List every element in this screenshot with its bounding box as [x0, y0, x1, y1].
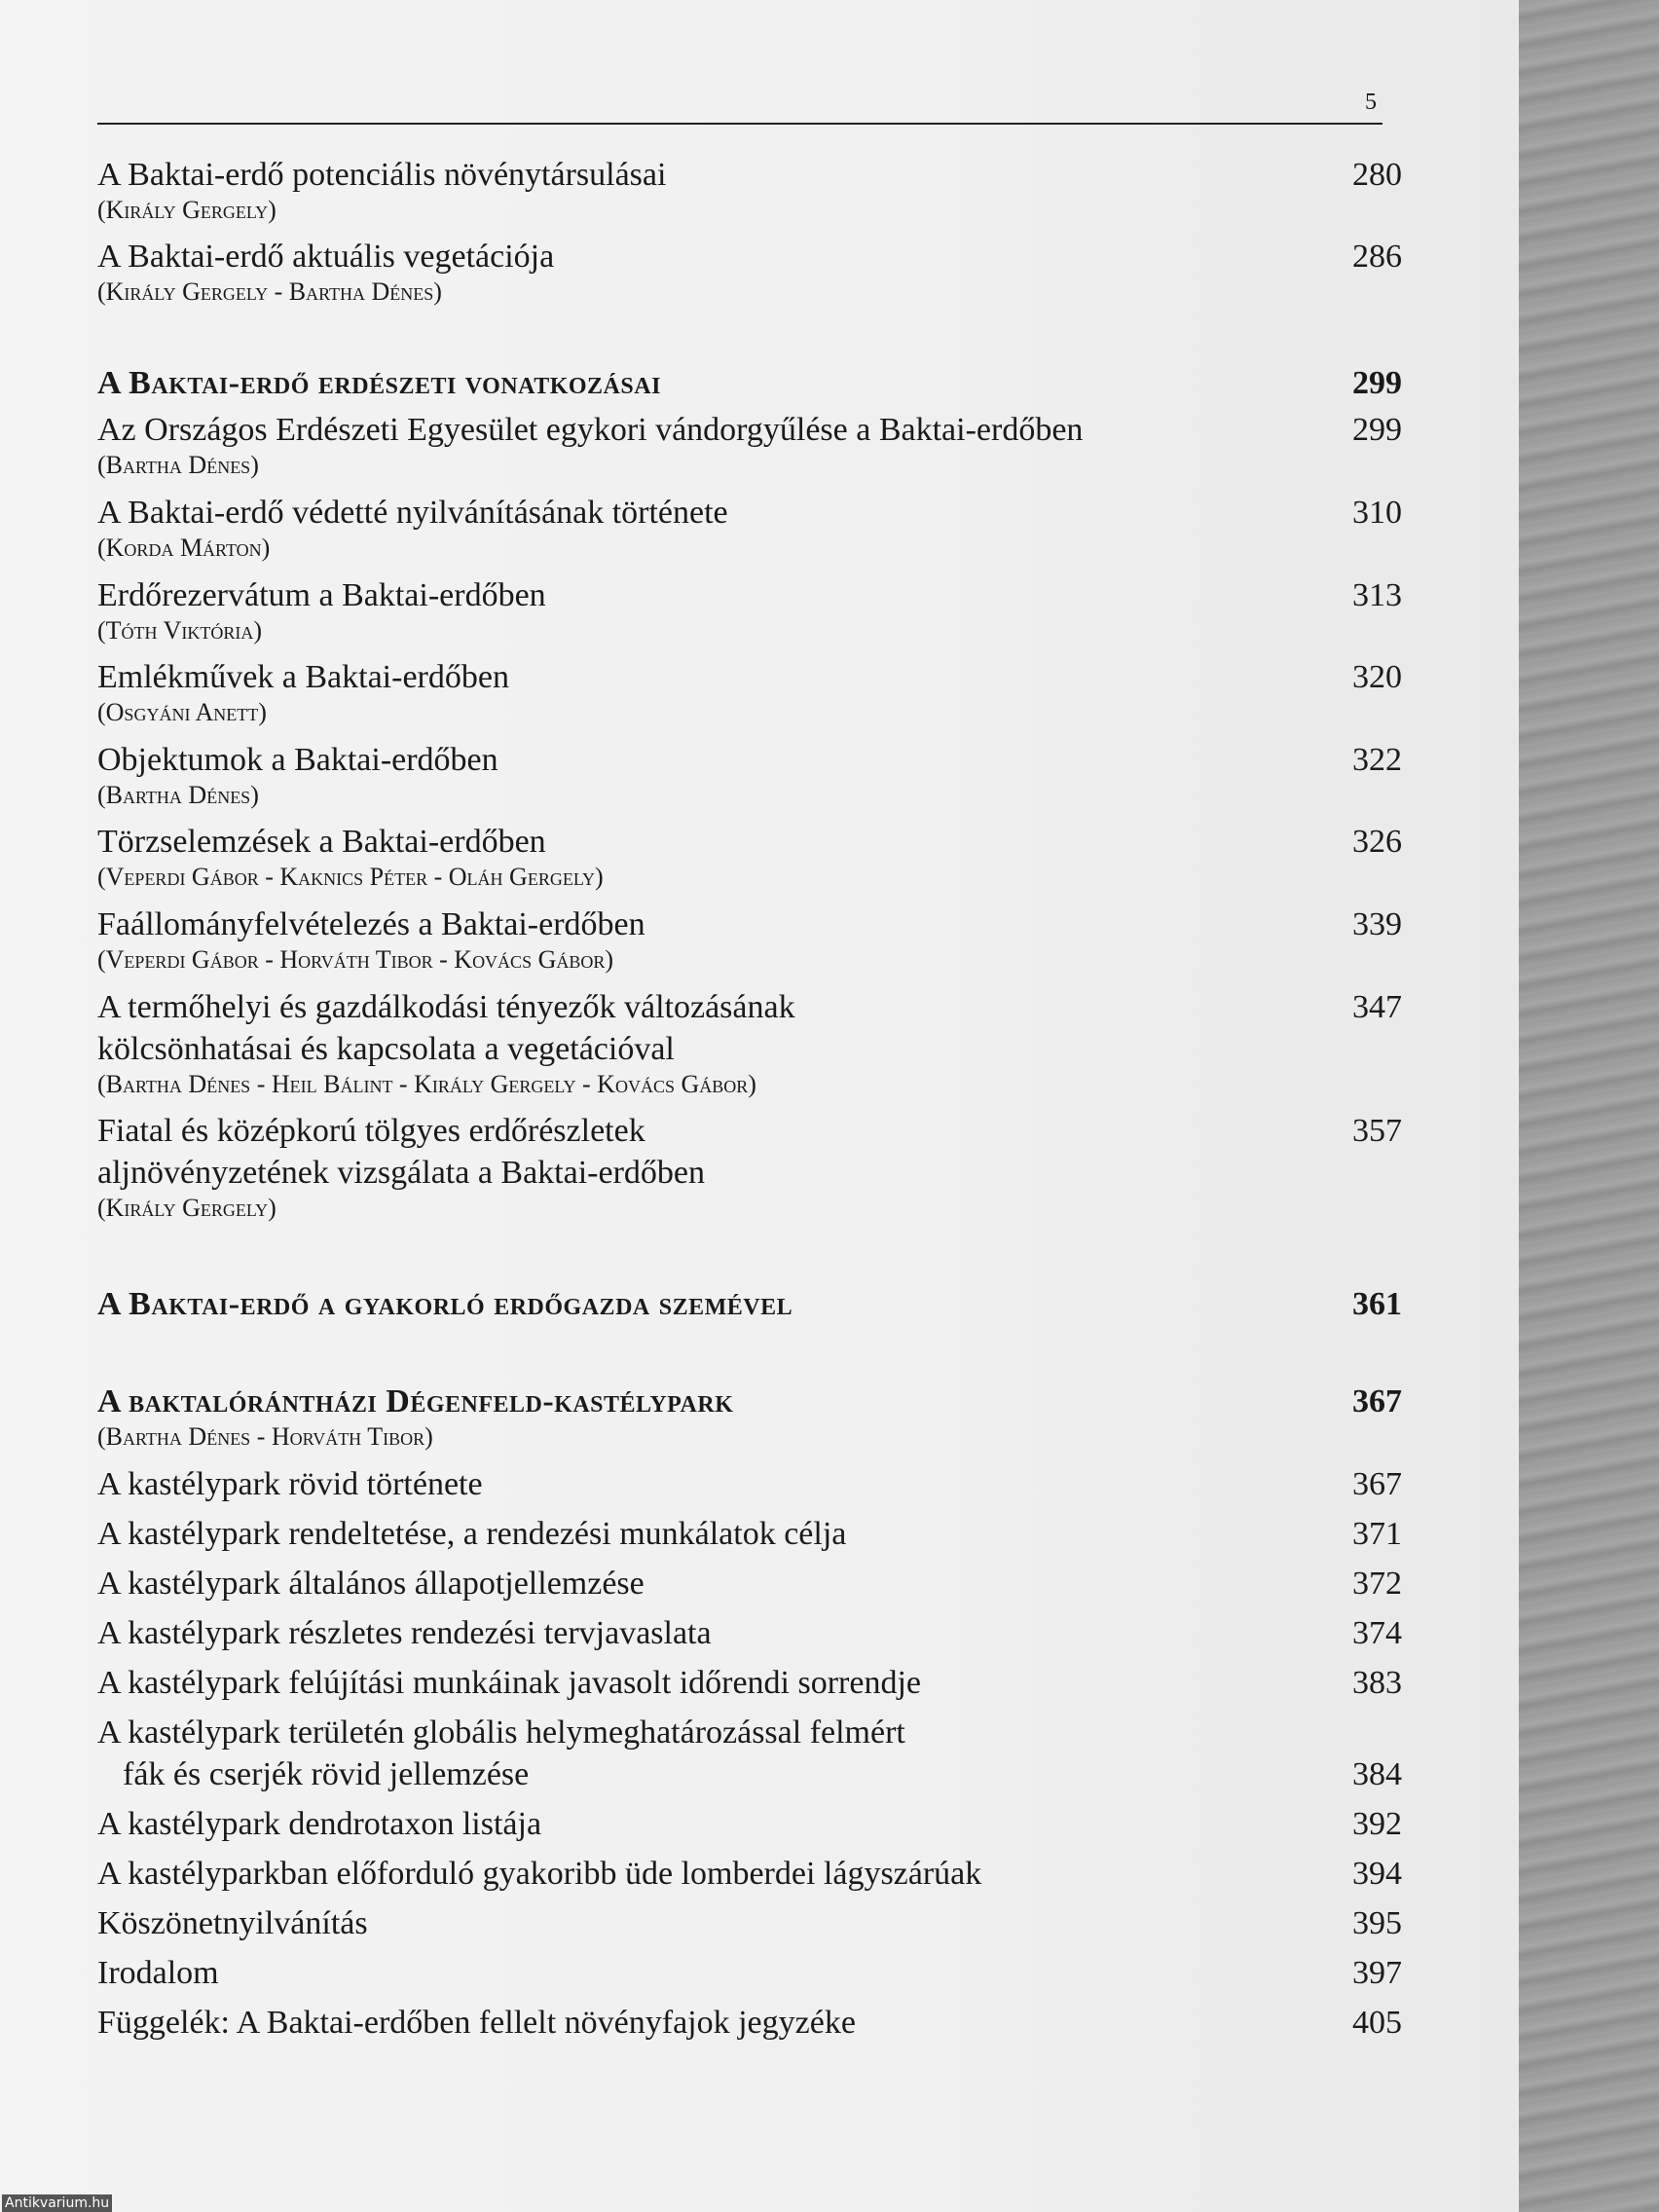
toc-entry-title: A kastélypark részletes rendezési tervjavaslata: [97, 1615, 712, 1651]
toc-entry-title: Emlékművek a Baktai-erdőben: [97, 659, 509, 695]
toc-entry: [97, 739, 1402, 810]
toc-entry: [97, 409, 1402, 480]
toc-entry-author: (Tóth Viktória): [97, 616, 262, 645]
toc-entry-title-line: Fiatal és középkorú tölgyes erdőrészletek: [97, 1113, 645, 1149]
toc-section-heading: [97, 1381, 1402, 1452]
toc-entry-page: 320: [1352, 659, 1402, 695]
toc-entry-page: 392: [1352, 1806, 1402, 1842]
toc-entry-title: Az Országos Erdészeti Egyesület egykori vándorgyűlése a Baktai-erdőben: [97, 412, 1084, 448]
toc-entry-page: 357: [1352, 1113, 1402, 1149]
toc-section-page: 367: [1352, 1383, 1402, 1419]
toc-entry-title: Köszönetnyilvánítás: [97, 1905, 368, 1941]
toc-entry-title: A kastélypark rövid története: [97, 1466, 483, 1502]
toc-entry-author: (Veperdi Gábor - Kaknics Péter - Oláh Gergely): [97, 863, 604, 891]
toc-section-title: A Baktai-erdő erdészeti vonatkozásai: [97, 365, 661, 401]
toc-entry-title: [97, 1712, 1246, 1795]
toc-entry: [97, 1803, 1402, 1845]
toc-entry-page: 371: [1352, 1516, 1402, 1552]
toc-entry-title: Irodalom: [97, 1955, 219, 1991]
toc-entry-title-line: A termőhelyi és gazdálkodási tényezők változásának: [97, 989, 795, 1025]
toc-entry: [97, 574, 1402, 645]
toc-entry-page: 299: [1352, 412, 1402, 448]
toc-entry-page: 384: [1352, 1756, 1402, 1792]
toc-entry-page: 367: [1352, 1466, 1402, 1502]
toc-section-author: (Bartha Dénes - Horváth Tibor): [97, 1422, 433, 1451]
toc-entry: [97, 1952, 1402, 1994]
toc-entry-author: (Király Gergely - Bartha Dénes): [97, 277, 442, 306]
toc-entry-author: (Osgyáni Anett): [97, 698, 267, 726]
toc-entry-title: Erdőrezervátum a Baktai-erdőben: [97, 577, 546, 613]
toc-section-title: A Baktai-erdő a gyakorló erdőgazda szemével: [97, 1286, 793, 1322]
toc-entry: [97, 1902, 1402, 1944]
toc-entry-title: A Baktai-erdő védetté nyilvánításának története: [97, 495, 728, 531]
toc-entry: [97, 1563, 1402, 1604]
toc-entry: [97, 1662, 1402, 1704]
toc-entry-title: A kastélypark dendrotaxon listája: [97, 1806, 542, 1842]
toc-entry: [97, 492, 1402, 563]
toc-entry-author: (Király Gergely): [97, 1194, 276, 1222]
toc-entry-title: Faállományfelvételezés a Baktai-erdőben: [97, 906, 645, 942]
toc-entry-title: A Baktai-erdő potenciális növénytársulásai: [97, 157, 667, 193]
toc-entry-title: A kastélypark rendeltetése, a rendezési munkálatok célja: [97, 1516, 847, 1552]
toc-entry: [97, 154, 1402, 225]
toc-entry-page: 383: [1352, 1665, 1402, 1701]
toc-entry: [97, 1612, 1402, 1654]
toc-entry-title: [97, 1110, 1246, 1194]
page-number: 5: [1365, 90, 1377, 115]
toc-entry-title: Törzselemzések a Baktai-erdőben: [97, 824, 546, 860]
toc-entry-title: Objektumok a Baktai-erdőben: [97, 742, 498, 778]
toc-entry-title: A kastélypark felújítási munkáinak javasolt időrendi sorrendje: [97, 1665, 921, 1701]
toc-entry: [97, 1513, 1402, 1555]
toc-section-page: 299: [1352, 365, 1402, 401]
toc-entry: [97, 236, 1402, 307]
toc-entry-title-line: A kastélypark területén globális helymeghatározással felmért: [97, 1714, 905, 1751]
toc-entry-author: (Bartha Dénes): [97, 451, 259, 479]
toc-entry-page: 372: [1352, 1566, 1402, 1602]
toc-entry-title: A kastélypark általános állapotjellemzése: [97, 1566, 645, 1602]
toc-entry-page: 339: [1352, 906, 1402, 942]
toc-entry-title: A kastélyparkban előforduló gyakoribb üde lomberdei lágyszárúak: [97, 1856, 982, 1892]
toc-entry-title: A Baktai-erdő aktuális vegetációja: [97, 239, 555, 275]
toc-entry-page: 322: [1352, 742, 1402, 778]
toc-entry-title-line: fák és cserjék rövid jellemzése: [123, 1756, 530, 1792]
toc-entry-page: 405: [1352, 2005, 1402, 2041]
toc-section-page: 361: [1352, 1286, 1402, 1322]
toc-entry-page: 280: [1352, 157, 1402, 193]
toc-entry-page: 397: [1352, 1955, 1402, 1991]
toc-entry-page: 313: [1352, 577, 1402, 613]
page-edge-background: [1519, 0, 1659, 2212]
toc-entry: [97, 1712, 1402, 1795]
toc-entry: [97, 656, 1402, 727]
toc-entry-author: (Korda Márton): [97, 534, 271, 562]
toc-section-title: A baktalórántházi Dégenfeld-kastélypark: [97, 1383, 734, 1419]
toc-entry-page: 286: [1352, 239, 1402, 275]
toc-entry: [97, 1853, 1402, 1895]
toc-entry: [97, 2002, 1402, 2044]
toc-entry-author: (Bartha Dénes - Heil Bálint - Király Gergely - Kovács Gábor): [97, 1070, 756, 1098]
toc-entry: [97, 1110, 1402, 1223]
toc-entry: [97, 903, 1402, 975]
toc-entry-page: 395: [1352, 1905, 1402, 1941]
toc-entry-page: 374: [1352, 1615, 1402, 1651]
toc-entry: [97, 821, 1402, 892]
toc-section-heading: [97, 1283, 1402, 1325]
toc-entry-author: (Bartha Dénes): [97, 781, 259, 809]
header-rule: [97, 123, 1382, 125]
toc-entry-title: [97, 986, 1246, 1070]
toc-entry-page: 326: [1352, 824, 1402, 860]
watermark: Antikvarium.hu: [2, 2194, 112, 2212]
toc-entry: [97, 986, 1402, 1099]
toc-entry: [97, 1463, 1402, 1505]
toc-entry-title-line: kölcsönhatásai és kapcsolata a vegetációval: [97, 1031, 675, 1067]
toc-entry-author: (Király Gergely): [97, 196, 276, 224]
toc-entry-title-line: aljnövényzetének vizsgálata a Baktai-erdőben: [97, 1155, 705, 1191]
toc-entry-page: 310: [1352, 495, 1402, 531]
toc-entry-title: Függelék: A Baktai-erdőben fellelt növényfajok jegyzéke: [97, 2005, 856, 2041]
toc-entry-page: 394: [1352, 1856, 1402, 1892]
toc-entry-page: 347: [1352, 989, 1402, 1025]
toc-entry-author: (Veperdi Gábor - Horváth Tibor - Kovács Gábor): [97, 945, 614, 974]
toc-section-heading: [97, 362, 1402, 404]
